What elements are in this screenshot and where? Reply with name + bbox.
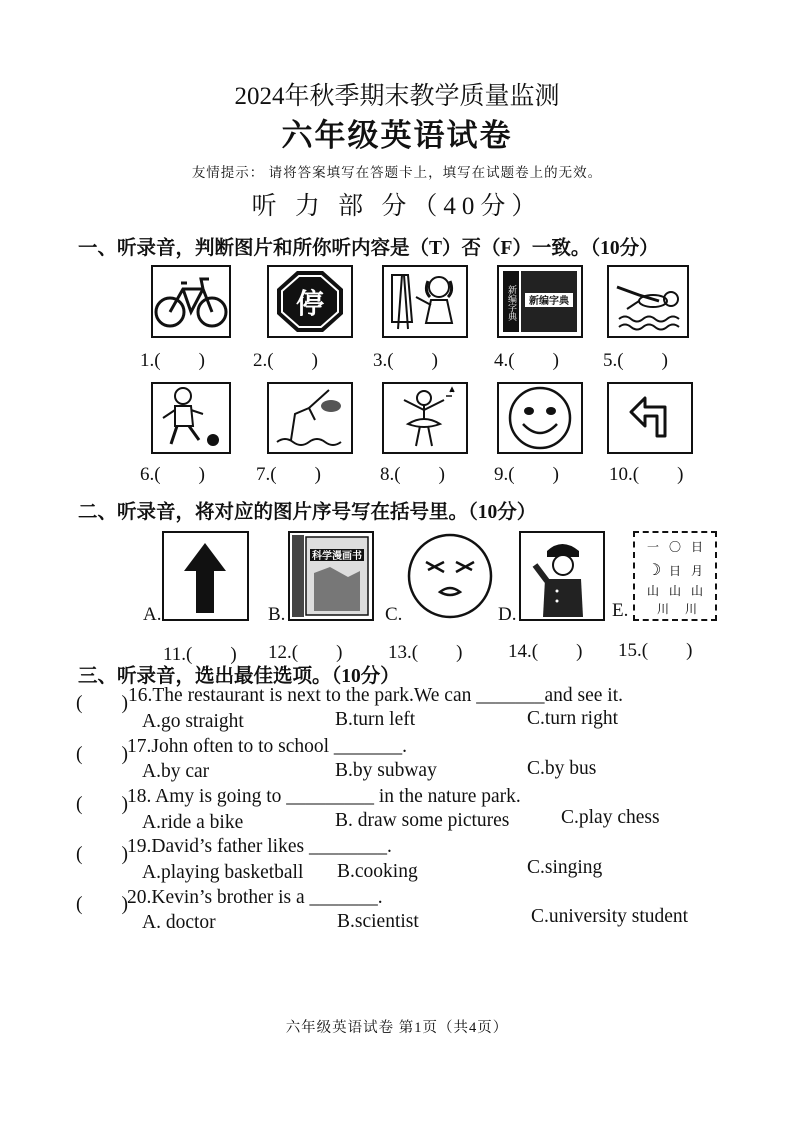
swimmer-icon — [609, 267, 687, 336]
q11-answer[interactable]: 11.( ) — [163, 644, 237, 665]
q14-answer[interactable]: 14.( ) — [508, 641, 583, 662]
option-a-label: A. — [143, 604, 162, 625]
girl-painting-picture — [382, 265, 468, 338]
listening-part-title: 听 力 部 分（40分） — [251, 193, 543, 220]
section1-heading: 一、听录音，判断图片和所你听内容是（T）否（F）一致。（10分） — [78, 238, 659, 259]
police-officer-picture — [519, 531, 605, 621]
comic-book-picture — [288, 531, 374, 621]
dancer-icon — [384, 384, 466, 452]
svg-text:川: 川 — [657, 602, 670, 616]
q20-paren[interactable]: ( ) — [76, 894, 128, 915]
q17-stem: 17.John often to to school _______. — [127, 736, 408, 757]
svg-text:日: 日 — [691, 540, 704, 554]
q18-option-a[interactable]: A.ride a bike — [142, 812, 244, 833]
swimming-picture — [607, 265, 689, 338]
q1-answer[interactable]: 1.( ) — [140, 350, 205, 371]
turn-left-arrow-icon — [609, 384, 691, 452]
q8-answer[interactable]: 8.( ) — [380, 464, 445, 485]
exam-subtitle: 六年级英语试卷 — [281, 118, 513, 153]
q3-answer[interactable]: 3.( ) — [373, 350, 438, 371]
bicycle-icon — [153, 267, 229, 336]
police-officer-icon — [521, 533, 603, 619]
q17-option-a[interactable]: A.by car — [142, 761, 210, 782]
option-b-label: B. — [268, 604, 286, 625]
option-e-label: E. — [612, 600, 629, 621]
q20-option-c[interactable]: C.university student — [531, 906, 689, 927]
dictionary-title: 新编字典 — [529, 296, 569, 307]
q17-paren[interactable]: ( ) — [76, 744, 128, 765]
stop-sign-text: 停 — [295, 287, 325, 320]
exam-title: 2024年秋季期末教学质量监测 — [234, 83, 560, 110]
smiley-face-icon — [499, 384, 581, 452]
q2-answer[interactable]: 2.( ) — [253, 350, 318, 371]
q17-option-b[interactable]: B.by subway — [335, 760, 437, 781]
q6-answer[interactable]: 6.( ) — [140, 464, 205, 485]
up-arrow-icon — [164, 533, 247, 619]
svg-text:月: 月 — [691, 564, 704, 578]
q16-stem: 16.The restaurant is next to the park.We can _______and see it. — [128, 685, 623, 706]
q18-stem: 18. Amy is going to _________ in the nature park. — [127, 786, 521, 807]
svg-text:山: 山 — [691, 584, 704, 598]
comic-book-icon — [290, 533, 372, 619]
q18-option-c[interactable]: C.play chess — [561, 807, 660, 828]
stop-sign-icon — [269, 267, 351, 336]
q18-paren[interactable]: ( ) — [76, 794, 128, 815]
svg-text:山: 山 — [647, 584, 660, 598]
q5-answer[interactable]: 5.( ) — [603, 350, 668, 371]
bicycle-picture — [151, 265, 231, 338]
fishing-picture — [267, 382, 353, 454]
q17-option-c[interactable]: C.by bus — [527, 758, 597, 779]
option-c-label: C. — [385, 604, 403, 625]
section2-heading: 二、听录音，将对应的图片序号写在括号里。（10分） — [78, 502, 537, 523]
q20-option-b[interactable]: B.scientist — [337, 911, 419, 932]
option-d-label: D. — [498, 604, 517, 625]
q9-answer[interactable]: 9.( ) — [494, 464, 559, 485]
boy-football-picture — [151, 382, 231, 454]
q13-answer[interactable]: 13.( ) — [388, 642, 463, 663]
q16-option-a[interactable]: A.go straight — [142, 711, 244, 732]
q20-option-a[interactable]: A. doctor — [142, 912, 216, 933]
q16-paren[interactable]: ( ) — [76, 693, 128, 714]
dictionary-picture — [497, 265, 583, 338]
dictionary-spine: 新编字典 — [506, 285, 516, 321]
q15-answer[interactable]: 15.( ) — [618, 640, 693, 661]
painting-icon — [384, 267, 466, 336]
q12-answer[interactable]: 12.( ) — [268, 642, 343, 663]
section3-heading: 三、听录音，选出最佳选项。（10分） — [78, 666, 400, 687]
svg-text:山: 山 — [669, 584, 682, 598]
ballet-dancer-picture — [382, 382, 468, 454]
angry-face-picture — [406, 532, 494, 620]
svg-text:川: 川 — [685, 602, 698, 616]
q19-stem: 19.David’s father likes ________. — [127, 836, 392, 857]
football-player-icon — [153, 384, 229, 452]
dictionary-icon — [499, 267, 581, 336]
q10-answer[interactable]: 10.( ) — [609, 464, 684, 485]
page-footer: 六年级英语试卷 第1页（共4页） — [285, 1020, 509, 1036]
q19-option-a[interactable]: A.playing basketball — [142, 862, 304, 883]
chinese-characters-picture — [633, 531, 717, 621]
chinese-characters-icon — [635, 533, 715, 619]
friendly-tip: 友情提示： 请将答案填写在答题卡上，填写在试题卷上的无效。 — [191, 165, 603, 180]
q16-option-b[interactable]: B.turn left — [335, 709, 416, 730]
stop-sign-picture — [267, 265, 353, 338]
svg-text:一: 一 — [647, 540, 660, 554]
comic-book-title: 科学漫画书 — [312, 551, 362, 562]
q18-option-b[interactable]: B. draw some pictures — [335, 810, 510, 831]
q19-option-c[interactable]: C.singing — [527, 857, 603, 878]
up-arrow-picture — [162, 531, 249, 621]
svg-text:☽: ☽ — [647, 560, 662, 579]
svg-text:〇: 〇 — [669, 540, 682, 554]
q19-paren[interactable]: ( ) — [76, 844, 128, 865]
q7-answer[interactable]: 7.( ) — [256, 464, 321, 485]
angry-face-icon — [406, 532, 494, 620]
q4-answer[interactable]: 4.( ) — [494, 350, 559, 371]
q20-stem: 20.Kevin’s brother is a _______. — [127, 887, 383, 908]
turn-left-picture — [607, 382, 693, 454]
fishing-icon — [269, 384, 351, 452]
svg-text:日: 日 — [669, 564, 682, 578]
q19-option-b[interactable]: B.cooking — [337, 861, 418, 882]
smiley-picture — [497, 382, 583, 454]
q16-option-c[interactable]: C.turn right — [527, 708, 618, 729]
